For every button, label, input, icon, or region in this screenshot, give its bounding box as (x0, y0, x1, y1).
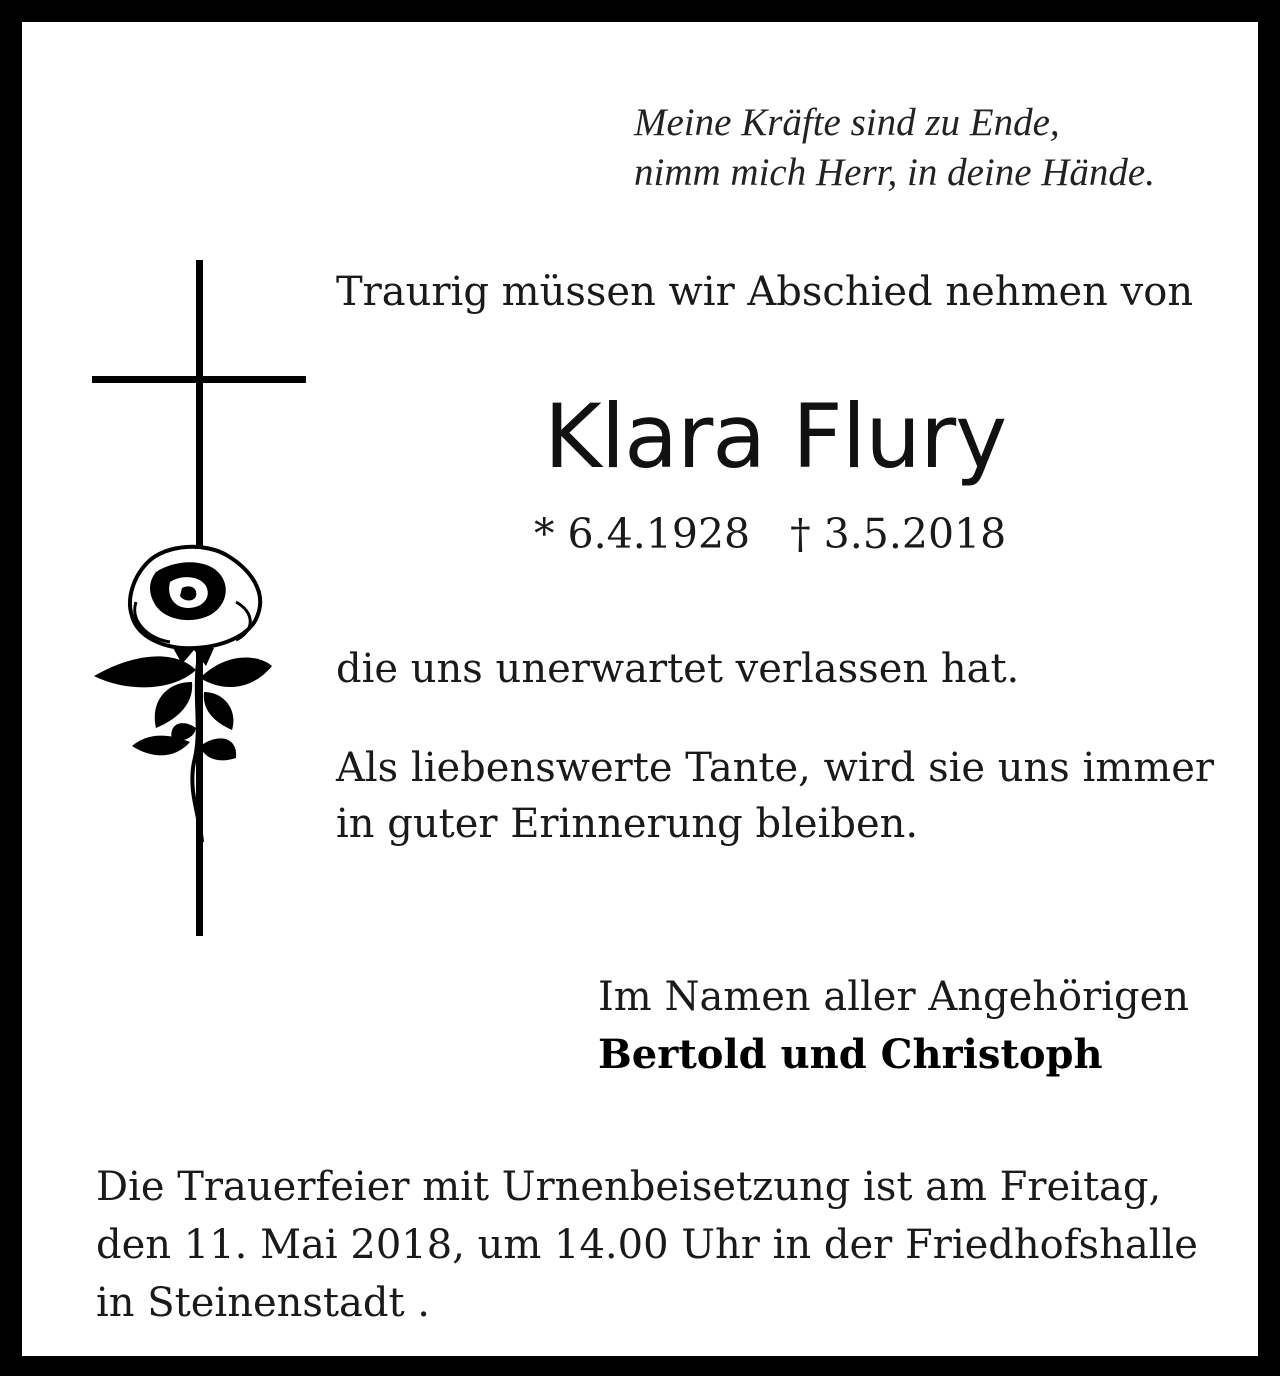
signoff-line: Im Namen aller Angehörigen (598, 974, 1190, 1020)
body-line-3: in guter Erinnerung bleiben. (336, 801, 919, 847)
funeral-line-1: Die Trauerfeier mit Urnenbeisetzung ist am Freitag, (96, 1164, 1162, 1210)
rose-icon (86, 542, 286, 852)
funeral-line-2: den 11. Mai 2018, um 14.00 Uhr in der Friedhofshalle (96, 1222, 1198, 1268)
life-dates (534, 508, 1006, 560)
funeral-line-3: in Steinenstadt . (96, 1280, 430, 1326)
signoff (598, 968, 1189, 1084)
birth-date: * 6.4.1928 (534, 510, 751, 558)
signoff-names: Bertold und Christoph (598, 1031, 1103, 1078)
intro-text: Traurig müssen wir Abschied nehmen von (336, 269, 1194, 315)
body-line-1: die uns unerwartet verlassen hat. (336, 646, 1020, 692)
poem-verse (634, 98, 1155, 198)
poem-line-1: Meine Kräfte sind zu Ende, (634, 101, 1060, 144)
poem-line-2: nimm mich Herr, in deine Hände. (634, 151, 1155, 194)
death-date: † 3.5.2018 (790, 510, 1007, 558)
body-line-2: Als liebenswerte Tante, wird sie uns immer (336, 745, 1214, 791)
body-paragraph (336, 740, 1214, 852)
funeral-details (96, 1158, 1198, 1332)
deceased-name: Klara Flury (544, 385, 1007, 488)
